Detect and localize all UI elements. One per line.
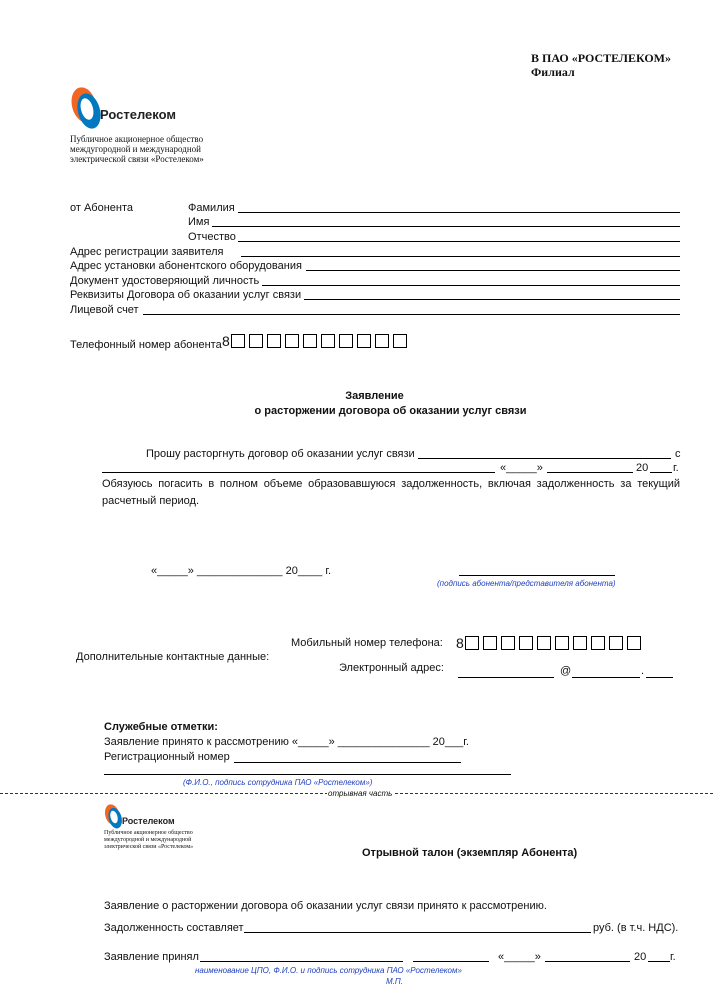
year-prefix: 20	[636, 462, 649, 474]
mobile-boxes[interactable]	[456, 635, 645, 651]
phone-boxes[interactable]	[222, 333, 411, 349]
email-label: Электронный адрес:	[339, 662, 444, 674]
digit-box[interactable]	[483, 636, 497, 650]
addressee: В ПАО «РОСТЕЛЕКОМ»	[531, 51, 672, 65]
digit-box[interactable]	[339, 334, 353, 348]
equipment-address-field[interactable]	[306, 270, 680, 271]
stub-year-prefix: 20	[634, 951, 647, 963]
email-user-field[interactable]	[458, 677, 554, 678]
mobile-prefix: 8	[456, 635, 464, 651]
service-accepted: Заявление принято к рассмотрению «_____» _______________ 20___г.	[104, 736, 469, 748]
email-dot: .	[641, 665, 645, 677]
digit-box[interactable]	[519, 636, 533, 650]
email-domain-field[interactable]	[572, 677, 640, 678]
application-subtitle: о расторжении договора об оказании услуг связи	[254, 405, 527, 417]
name-field[interactable]	[212, 226, 680, 227]
received-signature-field[interactable]	[413, 961, 489, 962]
debt-suffix: руб. (в т.ч. НДС).	[593, 922, 679, 934]
received-label: Заявление принял	[104, 951, 199, 963]
digit-box[interactable]	[231, 334, 245, 348]
email-tld-field[interactable]	[646, 677, 673, 678]
stub-year-suffix: г.	[670, 951, 676, 963]
digit-box[interactable]	[501, 636, 515, 650]
stub-caption-2: междугородной и международной	[104, 837, 192, 843]
stub-date-month-field[interactable]	[545, 961, 630, 962]
contract-number-field[interactable]	[418, 458, 671, 459]
email-at: @	[560, 665, 572, 677]
phone-label: Телефонный номер абонента	[70, 339, 222, 351]
rostelecom-logo-icon	[70, 85, 104, 133]
stub-logo-name: Ростелеком	[122, 816, 175, 826]
date-day[interactable]: «_____»	[500, 462, 543, 474]
tear-label: отрывная часть	[328, 789, 393, 798]
signature-hint: (подпись абонента/представителя абонента)	[437, 579, 616, 588]
branch: Филиал	[531, 65, 575, 79]
stub-caption-3: электрической связи «Ростелеком»	[104, 844, 194, 850]
service-title: Служебные отметки:	[104, 721, 218, 733]
request-text: Прошу расторгнуть договор об оказании услуг связи	[146, 448, 415, 460]
registration-address-field[interactable]	[241, 256, 680, 257]
mobile-label: Мобильный номер телефона:	[291, 637, 443, 649]
digit-box[interactable]	[249, 334, 263, 348]
received-staff-field[interactable]	[200, 961, 403, 962]
digit-box[interactable]	[393, 334, 407, 348]
digit-box[interactable]	[357, 334, 371, 348]
name-label: Имя	[188, 216, 210, 228]
patronymic-label: Отчество	[188, 231, 236, 243]
digit-box[interactable]	[267, 334, 281, 348]
surname-label: Фамилия	[188, 202, 235, 214]
debt-label: Задолженность составляет	[104, 922, 244, 934]
staff-signature-field[interactable]	[104, 774, 511, 775]
patronymic-field[interactable]	[238, 241, 680, 242]
digit-box[interactable]	[285, 334, 299, 348]
contacts-label: Дополнительные контактные данные:	[76, 651, 270, 663]
id-document-field[interactable]	[262, 285, 680, 286]
phone-prefix: 8	[222, 333, 230, 349]
stub-accepted: Заявление о расторжении договора об оказании услуг связи принято к рассмотрению.	[104, 900, 547, 912]
digit-box[interactable]	[465, 636, 479, 650]
account-label: Лицевой счет	[70, 304, 139, 316]
logo-caption-1: Публичное акционерное общество	[70, 134, 204, 144]
date-month-field[interactable]	[547, 472, 633, 473]
logo-name: Ростелеком	[100, 107, 176, 122]
id-document-label: Документ удостоверяющий личность	[70, 275, 260, 287]
contract-details-label: Реквизиты Договора об оказании услуг связи	[70, 289, 302, 301]
signature-field[interactable]	[459, 575, 615, 576]
surname-field[interactable]	[238, 212, 680, 213]
rostelecom-logo-small-icon	[104, 803, 124, 831]
digit-box[interactable]	[375, 334, 389, 348]
from-subscriber-label: от Абонента	[70, 202, 134, 214]
stub-year-field[interactable]	[648, 961, 670, 962]
staff-hint: (Ф.И.О., подпись сотрудника ПАО «Ростелеком»)	[183, 778, 373, 787]
digit-box[interactable]	[573, 636, 587, 650]
reg-number-label: Регистрационный номер	[104, 751, 230, 763]
year-field[interactable]	[650, 472, 672, 473]
debt-field[interactable]	[244, 932, 591, 933]
reg-number-field[interactable]	[234, 762, 461, 763]
year-suffix: г.	[673, 462, 679, 474]
digit-box[interactable]	[591, 636, 605, 650]
stub-title: Отрывной талон (экземпляр Абонента)	[362, 847, 578, 859]
digit-box[interactable]	[537, 636, 551, 650]
logo-caption-2: междугородной и международной	[70, 144, 201, 154]
stub-caption-1: Публичное акционерное общество	[104, 830, 193, 836]
stub-staff-hint: наименование ЦПО, Ф.И.О. и подпись сотрудника ПАО «Ростелеком»	[195, 966, 462, 975]
application-title: Заявление	[345, 390, 404, 402]
digit-box[interactable]	[609, 636, 623, 650]
stamp-label: М.П.	[386, 977, 403, 986]
account-field[interactable]	[143, 314, 680, 315]
stub-date-day[interactable]: «_____»	[498, 951, 541, 963]
digit-box[interactable]	[627, 636, 641, 650]
service-field[interactable]	[102, 472, 495, 473]
digit-box[interactable]	[321, 334, 335, 348]
equipment-address-label: Адрес установки абонентского оборудования	[70, 260, 302, 272]
registration-address-label: Адрес регистрации заявителя	[70, 246, 224, 258]
digit-box[interactable]	[303, 334, 317, 348]
application-date[interactable]: «_____» ______________ 20____ г.	[151, 565, 332, 577]
from-word: с	[675, 448, 681, 460]
logo-caption-3: электрической связи «Ростелеком»	[70, 154, 204, 164]
obligation-text: Обязуюсь погасить в полном объеме образовавшуюся задолженность, включая задолженность за текущий расчетный период.	[102, 478, 680, 507]
contract-details-field[interactable]	[304, 299, 680, 300]
digit-box[interactable]	[555, 636, 569, 650]
company-logo	[70, 85, 104, 136]
